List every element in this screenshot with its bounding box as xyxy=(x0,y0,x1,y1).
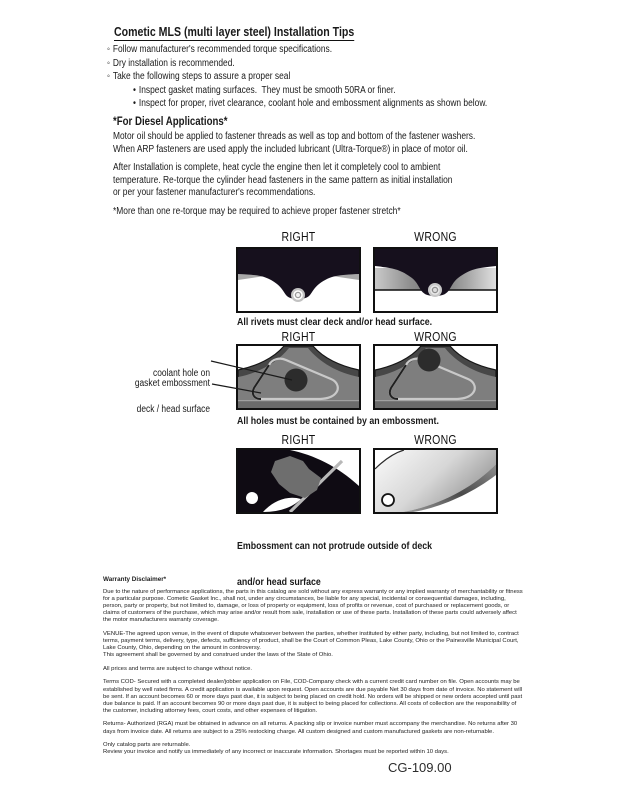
disclaimer-paragraph: Review your invoice and notify us immediately of any incorrect or inaccurate information. Shortages must be reported within 10 days. xyxy=(103,749,449,756)
protrusion-wrong-illustration xyxy=(375,450,496,512)
disclaimer-paragraph: Only catalog parts are returnable. xyxy=(103,742,191,749)
diagram-rivet-right xyxy=(236,247,361,313)
bullet-icon: ◦ xyxy=(107,71,110,82)
list-item: ◦ Follow manufacturer's recommended torque specifications. xyxy=(107,44,333,55)
list-sub-item: • Inspect for proper, rivet clearance, coolant hole and embossment alignments as shown below. xyxy=(133,98,488,109)
disclaimer-paragraph: Due to the nature of performance applications, the parts in this catalog are sold without any express warranty or any implied warranty of merchantability or fitness for a particular purpose. Cometic Gasket Inc., shall not, under any circumstances, be liable for any special, incidental or consequential damages, including, person, party or property, but not limited to, damage, or loss of property or equipment, loss of profits or revenue, cost of purchased or replacement goods, or claims of customers of the purchase, which may arise and/or result from sale, installation or use of these parts. Installation of these parts could adversely affect the motor manufacturers warranty coverage. xyxy=(103,589,523,624)
disclaimer-paragraph: Returns- Authorized (RGA) must be obtained in advance on all returns. A packing slip or invoice number must accompany the merchandise. No returns after 30 days from invoice date. All returns are subject to a 25% restocking charge. All custom designed and custom manufactured gaskets are non-returnable. xyxy=(103,721,518,735)
paragraph: After Installation is complete, heat cycle the engine then let it completely cool to ambient temperature. Re-torque the cylinder head fasteners in the same pattern as initial installation or per your fastener manufacturer's recommendations. xyxy=(113,162,453,199)
rivet-clear-right-illustration xyxy=(238,249,359,311)
retorque-note: *More than one re-torque may be required to achieve proper fastener stretch* xyxy=(113,205,401,217)
diagram-protrusion-right xyxy=(236,448,361,514)
page-title: Cometic MLS (multi layer steel) Installation Tips xyxy=(114,25,355,39)
disclaimer-paragraph: All prices and terms are subject to change without notice. xyxy=(103,665,252,672)
row2-caption: All holes must be contained by an embossment. xyxy=(237,415,439,427)
paragraph: Motor oil should be applied to fastener threads as well as top and bottom of the fastener washers. When ARP fasteners are used apply the included lubricant (Ultra-Torque®) in place of motor oil. xyxy=(113,131,476,155)
list-item: ◦ Dry installation is recommended. xyxy=(107,57,235,69)
bolt-hole xyxy=(382,494,394,506)
holes-contained-right-illustration xyxy=(238,346,359,408)
row3-caption: Embossment can not protrude outside of deck and/or head surface xyxy=(237,540,433,588)
list-sub-item: • Inspect gasket mating surfaces. They must be smooth 50RA or finer. xyxy=(133,84,396,96)
installation-tips-list xyxy=(107,43,487,111)
row3-right-label: RIGHT xyxy=(281,433,316,447)
diagram-embossment-wrong xyxy=(373,344,498,410)
row2-wrong-label: WRONG xyxy=(414,330,457,344)
bolt-hole xyxy=(246,492,258,504)
bullet-icon: ◦ xyxy=(107,44,110,55)
warranty-disclaimer xyxy=(103,576,523,763)
coolant-hole xyxy=(418,349,441,372)
gasket-embossment-label: gasket embossment xyxy=(134,378,210,389)
row1-right-label: RIGHT xyxy=(281,230,316,244)
row1-caption: All rivets must clear deck and/or head surface. xyxy=(237,316,433,328)
disclaimer-paragraph: Terms COD- Secured with a completed dealer/jobber application on File, COD-Company check with a current credit card number on file. Open accounts may be established by well rated firms. A credit application is available upon request. Open accounts are due payable Net 30 days from date of invoice. No statement will be sent. If an account becomes 60 or more days past due, it is subject to being placed on credit hold. No orders will be shipped or new orders accepted until past due balance is paid. If an account becomes 90 or more days past due, it is subject to being placed for collections. All costs of collection are the responsibility of the customer, including attorney fees, court costs, and other expenses of litigation. xyxy=(103,679,523,714)
row2-right-label: RIGHT xyxy=(281,330,316,344)
bullet-icon: • xyxy=(133,98,136,109)
diagram-rivet-wrong xyxy=(373,247,498,313)
row1-wrong-label: WRONG xyxy=(414,230,457,244)
bullet-icon: ◦ xyxy=(107,57,110,69)
rivet-clear-wrong-illustration xyxy=(375,249,496,311)
coolant-hole xyxy=(285,369,308,392)
rivet-icon xyxy=(428,283,442,297)
bullet-icon: • xyxy=(133,84,136,96)
diesel-section-heading: *For Diesel Applications* xyxy=(113,116,228,128)
row3-wrong-label: WRONG xyxy=(414,433,457,447)
coolant-hole-label: coolant hole on deck / head surface xyxy=(136,368,210,415)
disclaimer-paragraph: VENUE-The agreed upon venue, in the event of dispute whatsoever between the parties, whether instituted by either party, including, but not limited to, contract terms, payment terms, delivery, type, defects, sufficiency of product, shall be the Court of Common Pleas, Lake County, Ohio or the Painesville Municipal Court, Lake County, Ohio, depending on the amount in controversy. xyxy=(103,630,519,652)
disclaimer-heading: Warranty Disclaimer* xyxy=(103,576,167,583)
diagram-embossment-right xyxy=(236,344,361,410)
diesel-section-body xyxy=(113,131,475,225)
list-item: ◦ Take the following steps to assure a proper seal xyxy=(107,71,291,82)
holes-contained-wrong-illustration xyxy=(375,346,496,408)
rivet-icon xyxy=(291,288,305,302)
page-code: CG-109.00 xyxy=(388,760,452,775)
disclaimer-paragraph: This agreement shall be governed by and construed under the laws of the State of Ohio. xyxy=(103,652,333,659)
protrusion-right-illustration xyxy=(238,450,359,512)
diagram-protrusion-wrong xyxy=(373,448,498,514)
